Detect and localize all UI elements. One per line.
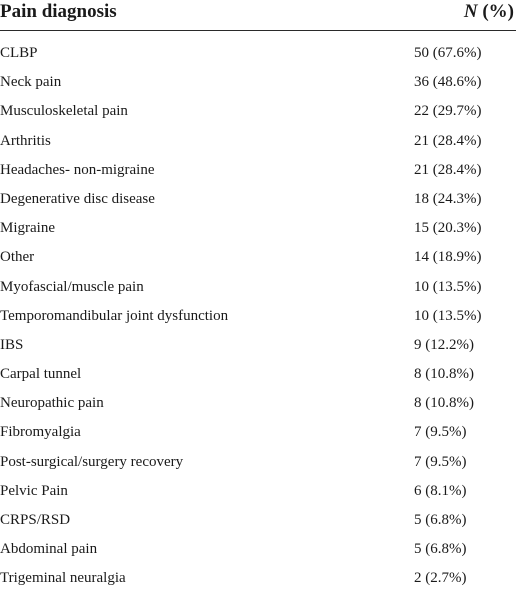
row-label: Temporomandibular joint dysfunction: [0, 307, 229, 324]
table-row: [0, 536, 516, 565]
row-label: Fibromyalgia: [0, 424, 81, 441]
row-value: 50 (67.6%): [414, 45, 482, 61]
table-row: [0, 332, 516, 361]
table-row: [0, 215, 516, 244]
row-label: Musculoskeletal pain: [0, 103, 128, 120]
row-label: Migraine: [0, 220, 55, 237]
row-value: 36 (48.6%): [414, 74, 482, 91]
table-row: [0, 507, 516, 536]
table-row: [0, 40, 516, 69]
row-label: Other: [0, 249, 35, 266]
table-row: [0, 565, 516, 594]
row-value: 6 (8.1%): [414, 482, 467, 499]
table-row: [0, 478, 516, 507]
row-value: 10 (13.5%): [414, 278, 482, 295]
row-value: 7 (9.5%): [414, 453, 467, 470]
row-value: 9 (12.2%): [414, 336, 474, 353]
row-label: Myofascial/muscle pain: [0, 278, 144, 295]
column-header-pain-diagnosis: Pain diagnosis: [0, 1, 117, 22]
table-row: [0, 274, 516, 303]
row-value: 7 (9.5%): [414, 424, 467, 441]
table-row: [0, 186, 516, 215]
row-value: 22 (29.7%): [414, 103, 482, 120]
table-header: [0, 0, 516, 31]
row-label: CRPS/RSD: [0, 512, 71, 528]
row-label: Trigeminal neuralgia: [0, 570, 126, 587]
row-label: Neck pain: [0, 74, 62, 91]
row-label: Degenerative disc disease: [0, 190, 155, 207]
row-value: 2 (2.7%): [414, 570, 467, 587]
row-label: Pelvic Pain: [0, 482, 68, 499]
table-row: [0, 69, 516, 98]
table-row: [0, 98, 516, 127]
row-label: Abdominal pain: [0, 541, 98, 558]
table-row: [0, 419, 516, 448]
row-value: 8 (10.8%): [414, 395, 474, 412]
table-row: [0, 157, 516, 186]
table-row: [0, 303, 516, 332]
row-label: IBS: [0, 336, 24, 353]
row-label: Neuropathic pain: [0, 395, 104, 412]
row-label: Headaches- non-migraine: [0, 161, 155, 178]
column-header-percent: (%): [477, 1, 514, 22]
table-row: [0, 128, 516, 157]
row-label: Post-surgical/surgery recovery: [0, 453, 184, 470]
column-header-n-percent: [464, 0, 514, 24]
row-value: 10 (13.5%): [414, 307, 482, 324]
row-label: Arthritis: [0, 132, 51, 149]
row-value: 5 (6.8%): [414, 512, 467, 528]
row-value: 14 (18.9%): [414, 249, 482, 266]
row-value: 5 (6.8%): [414, 541, 467, 558]
column-header-n: N: [463, 1, 478, 22]
row-value: 18 (24.3%): [414, 190, 482, 207]
row-value: 21 (28.4%): [414, 161, 482, 178]
row-value: 15 (20.3%): [414, 220, 482, 237]
table-row: [0, 449, 516, 478]
row-label: Carpal tunnel: [0, 366, 82, 383]
row-label: CLBP: [0, 45, 38, 61]
row-value: 8 (10.8%): [414, 366, 474, 383]
table-body: [0, 31, 516, 595]
table-row: [0, 390, 516, 419]
table-row: [0, 361, 516, 390]
row-value: 21 (28.4%): [414, 132, 482, 149]
table-row: [0, 244, 516, 273]
